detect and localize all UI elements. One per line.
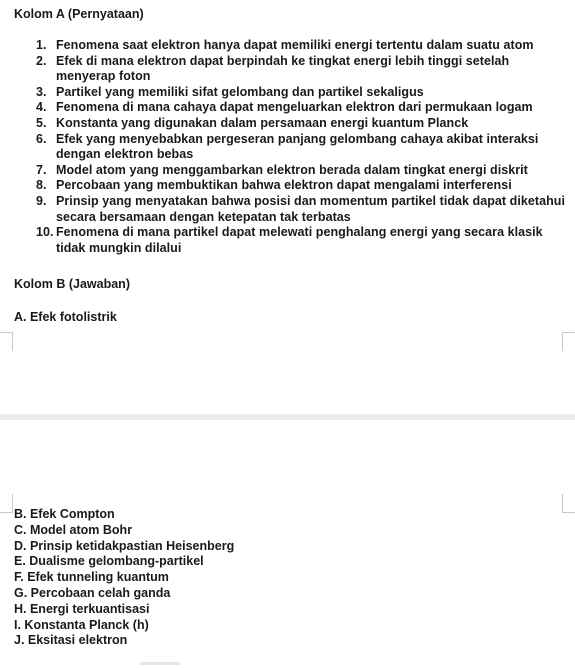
- statement-number: 6.: [36, 131, 47, 146]
- statement-number: 9.: [36, 193, 47, 208]
- statement-number: 10.: [36, 225, 54, 240]
- statement-text: Percobaan yang membuktikan bahwa elektron dapat mengalami interferensi: [56, 178, 512, 193]
- statement-number: 3.: [36, 84, 47, 99]
- statement-item: [36, 38, 566, 54]
- statement-item: [36, 116, 566, 132]
- answer-item-a: A. Efek fotolistrik: [14, 310, 117, 324]
- statement-list: [36, 38, 566, 256]
- statement-item: [36, 178, 566, 194]
- statement-number: 8.: [36, 178, 47, 193]
- statement-text: Efek yang menyebabkan pergeseran panjang gelombang cahaya akibat interaksi dengan elektron bebas: [56, 131, 539, 162]
- statement-text: Partikel yang memiliki sifat gelombang dan partikel sekaligus: [56, 84, 424, 99]
- answer-item: I. Konstanta Planck (h): [14, 617, 149, 632]
- answer-list: [14, 507, 234, 649]
- statement-number: 2.: [36, 53, 47, 68]
- crop-corner-top-right: [562, 332, 575, 351]
- statement-text: Fenomena saat elektron hanya dapat memiliki energi tertentu dalam suatu atom: [56, 38, 534, 52]
- statement-item: [36, 163, 566, 179]
- answer-item: G. Percobaan celah ganda: [14, 585, 171, 600]
- statement-item: [36, 54, 566, 85]
- answer-item: F. Efek tunneling kuantum: [14, 570, 169, 585]
- crop-corner-bottom-right: [562, 494, 575, 513]
- faint-watermark: [140, 662, 180, 665]
- statement-number: 5.: [36, 115, 47, 130]
- statement-item: [36, 194, 566, 225]
- column-a-heading: Kolom A (Pernyataan): [14, 7, 144, 21]
- statement-number: 1.: [36, 38, 47, 52]
- column-b-heading: Kolom B (Jawaban): [14, 277, 130, 291]
- statement-text: Fenomena di mana cahaya dapat mengeluarkan elektron dari permukaan logam: [56, 100, 533, 115]
- statement-item: [36, 100, 566, 116]
- statement-number: 4.: [36, 100, 47, 115]
- answer-item: H. Energi terkuantisasi: [14, 601, 150, 616]
- answer-item: C. Model atom Bohr: [14, 522, 133, 537]
- answer-item: E. Dualisme gelombang-partikel: [14, 554, 204, 569]
- statement-item: [36, 225, 566, 256]
- statement-number: 7.: [36, 162, 47, 177]
- crop-corner-top-left: [0, 332, 13, 351]
- crop-corner-bottom-left: [0, 494, 13, 513]
- answer-item: D. Prinsip ketidakpastian Heisenberg: [14, 538, 235, 553]
- statement-item: [36, 85, 566, 101]
- answer-item: J. Eksitasi elektron: [14, 633, 128, 648]
- section-divider: [0, 414, 575, 420]
- answer-item: B. Efek Compton: [14, 507, 115, 521]
- statement-text: Model atom yang menggambarkan elektron berada dalam tingkat energi diskrit: [56, 162, 528, 177]
- statement-text: Prinsip yang menyatakan bahwa posisi dan momentum partikel tidak dapat diketahui secara bersamaan dengan ketepatan tak terbatas: [56, 193, 565, 224]
- statement-text: Efek di mana elektron dapat berpindah ke tingkat energi lebih tinggi setelah menyerap foton: [56, 53, 510, 84]
- statement-text: Konstanta yang digunakan dalam persamaan energi kuantum Planck: [56, 115, 469, 130]
- statement-item: [36, 132, 566, 163]
- statement-text: Fenomena di mana partikel dapat melewati penghalang energi yang secara klasik tidak mungkin dilalui: [56, 225, 543, 255]
